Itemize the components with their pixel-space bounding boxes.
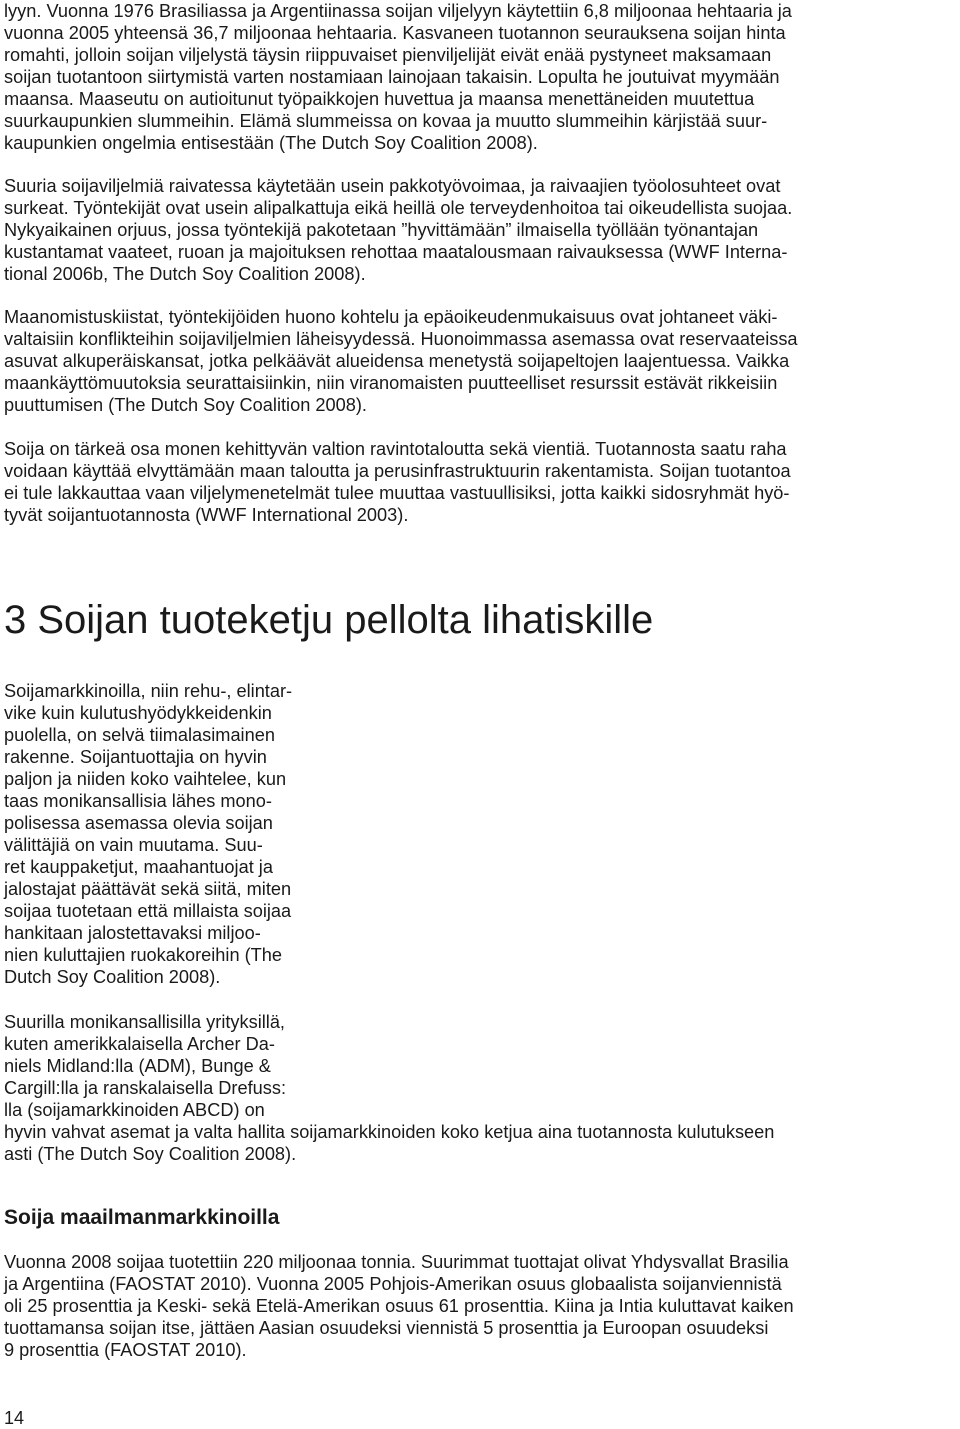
text-line: ja Argentiina (FAOSTAT 2010). Vuonna 2005 Pohjois-Amerikan osuus globaalista soijanviennistä [4, 1274, 782, 1294]
text-line: nien kuluttajien ruokakoreihin (The [4, 945, 283, 965]
text-line: Dutch Soy Coalition 2008). [4, 967, 221, 987]
text-line: taas monikansallisia lähes mono- [4, 791, 272, 811]
paragraph-land-loss [4, 0, 792, 154]
text-line: tuottamansa soijan itse, jättäen Aasian osuudeksi viennistä 5 prosenttia ja Euroopan osuudeksi [4, 1318, 769, 1338]
paragraph-land-conflicts [4, 306, 798, 416]
text-line: tyvät soijantuotannosta (WWF International 2003). [4, 505, 409, 525]
paragraph-forced-labour [4, 175, 792, 285]
text-line: lyyn. Vuonna 1976 Brasiliassa ja Argentiinassa soijan viljelyyn käytettiin 6,8 miljoonaa hehtaaria ja [4, 1, 792, 21]
text-line: Maanomistuskiistat, työntekijöiden huono kohtelu ja epäoikeudenmukaisuus ovat johtaneet väki- [4, 307, 778, 327]
paragraph-hourglass-structure [4, 680, 292, 988]
text-line: Vuonna 2008 soijaa tuotettiin 220 miljoonaa tonnia. Suurimmat tuottajat olivat Yhdysvallat Brasilia [4, 1252, 789, 1272]
text-line: hyvin vahvat asemat ja valta hallita soijamarkkinoiden koko ketjua aina tuotannosta kulutukseen [4, 1122, 775, 1142]
text-line: tional 2006b, The Dutch Soy Coalition 2008). [4, 264, 366, 284]
text-line: polisessa asemassa olevia soijan [4, 813, 273, 833]
section-title: 3 Soijan tuoteketju pellolta lihatiskille [4, 598, 654, 642]
text-line: puolella, on selvä tiimalasimainen [4, 725, 275, 745]
paragraph-world-market [4, 1251, 794, 1361]
text-line: maansa. Maaseutu on autioitunut työpaikkojen huvettua ja maansa menettäneiden muutettua [4, 89, 755, 109]
text-line: Suuria soijaviljelmiä raivatessa käytetään usein pakkotyövoimaa, ja raivaajien työolosuhteet ovat [4, 176, 781, 196]
text-line: suurkaupunkien slummeihin. Elämä slummeissa on kovaa ja muutto slummeihin kärjistää suur- [4, 111, 768, 131]
text-line: kustantamat vaateet, ruoan ja majoituksen rehottaa maatalousmaan raivauksessa (WWF Interna- [4, 242, 788, 262]
text-line: rakenne. Soijantuottajia on hyvin [4, 747, 267, 767]
text-line: asti (The Dutch Soy Coalition 2008). [4, 1144, 297, 1164]
text-line: voidaan käyttää elvyttämään maan taloutta ja perusinfrastruktuurin rakentamista. Soijan tuotantoa [4, 461, 791, 481]
paragraph-economy [4, 438, 791, 526]
text-line: surkeat. Työntekijät ovat usein alipalkattuja eikä heillä ole terveydenhoitoa tai oikeudellista suojaa. [4, 198, 793, 218]
text-line: Soija on tärkeä osa monen kehittyvän valtion ravintotaloutta sekä vientiä. Tuotannosta saatu raha [4, 439, 787, 459]
paragraph-multinationals [4, 1011, 774, 1165]
text-line: jalostajat päättävät sekä siitä, miten [4, 879, 292, 899]
text-line: ei tule lakkauttaa vaan viljelymenetelmät tulee muuttaa vastuullisiksi, jotta kaikki sidosryhmät hyö- [4, 483, 790, 503]
text-line: niels Midland:lla (ADM), Bunge & [4, 1056, 271, 1076]
text-line: oli 25 prosenttia ja Keski- sekä Etelä-Amerikan osuus 61 prosenttia. Kiina ja Intia kuluttavat kaiken [4, 1296, 794, 1316]
text-line: romahti, jolloin soijan viljelystä täysin riippuvaiset pienviljelijät eivät enää pystyneet maksamaan [4, 45, 772, 65]
text-line: kuten amerikkalaisella Archer Da- [4, 1034, 275, 1054]
text-line: kaupunkien ongelmia entisestään (The Dutch Soy Coalition 2008). [4, 133, 538, 153]
text-line: soijan tuotantoon siirtymistä varten nostamiaan lainojaan takaisin. Lopulta he joutuivat myymään [4, 67, 780, 87]
subsection-heading: Soija maailmanmarkkinoilla [4, 1206, 280, 1229]
text-line: puuttumisen (The Dutch Soy Coalition 2008). [4, 395, 367, 415]
text-line: asuvat alkuperäiskansat, jotka pelkäävät alueidensa menetystä soijapeltojen laajentuessa. Vaikka [4, 351, 790, 371]
text-line: välittäjiä on vain muutama. Suu- [4, 835, 263, 855]
text-line: hankitaan jalostettavaksi miljoo- [4, 923, 261, 943]
text-line: soijaa tuotetaan että millaista soijaa [4, 901, 292, 921]
text-line: maankäyttömuutoksia seurattaisiinkin, niin viranomaisten puutteelliset resurssit estävät rikkeisiin [4, 373, 778, 393]
text-line: ret kauppaketjut, maahantuojat ja [4, 857, 273, 877]
text-line: vike kuin kulutushyödykkeidenkin [4, 703, 272, 723]
text-line: lla (soijamarkkinoiden ABCD) on [4, 1100, 265, 1120]
text-line: 9 prosenttia (FAOSTAT 2010). [4, 1340, 247, 1360]
text-line: Cargill:lla ja ranskalaisella Drefuss: [4, 1078, 287, 1098]
text-line: Soijamarkkinoilla, niin rehu-, elintar- [4, 681, 293, 701]
text-line: Nykyaikainen orjuus, jossa työntekijä pakotetaan ”hyvittämään” ilmaisella työllään työnantajan [4, 220, 759, 240]
text-line: paljon ja niiden koko vaihtelee, kun [4, 769, 287, 789]
text-line: valtaisiin konflikteihin soijaviljelmien läheisyydessä. Huonoimmassa asemassa ovat reservaateissa [4, 329, 798, 349]
page-number: 14 [4, 1408, 25, 1428]
text-line: vuonna 2005 yhteensä 36,7 miljoonaa hehtaaria. Kasvaneen tuotannon seurauksena soijan hinta [4, 23, 786, 43]
text-line: Suurilla monikansallisilla yrityksillä, [4, 1012, 285, 1032]
